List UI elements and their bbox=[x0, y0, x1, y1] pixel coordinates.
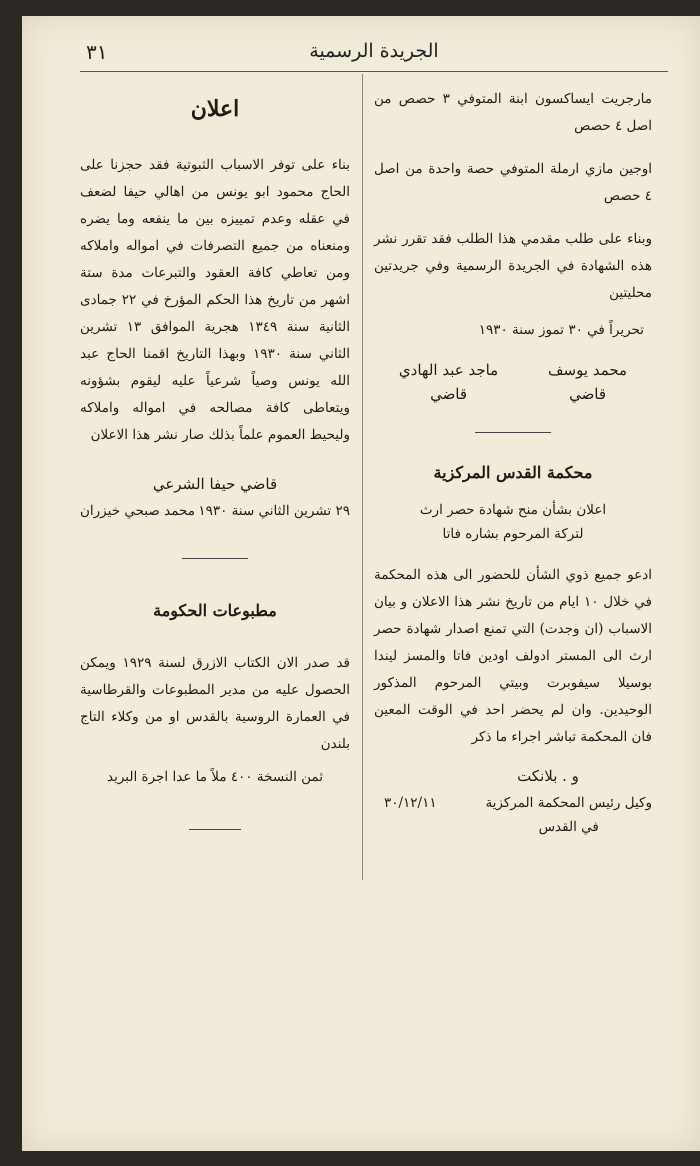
announcement-date: ٢٩ تشرين الثاني سنة ١٩٣٠ bbox=[198, 503, 350, 519]
heir-entry: اوجين مازي ارملة المتوفي حصة واحدة من اصل ٤ حصص bbox=[374, 161, 652, 204]
signatory bbox=[399, 358, 498, 406]
signatory bbox=[548, 358, 627, 406]
signatory-title: قاضي bbox=[430, 385, 468, 403]
signer-name: محمد صبحي خيزران bbox=[80, 503, 195, 519]
publications-body: قد صدر الان الكتاب الازرق لسنة ١٩٢٩ ويمكن الحصول عليه من مدير المطبوعات والقرطاسية في العمارة الروسية بالقدس او من وكلاء التاج بلندن bbox=[80, 655, 350, 752]
publications-title: مطبوعات الحكومة bbox=[153, 601, 277, 620]
announcement-title: اعلان bbox=[190, 96, 240, 122]
left-column bbox=[80, 86, 350, 830]
signer-location: في القدس bbox=[538, 819, 599, 835]
signer-title: وكيل رئيس المحكمة المركزية bbox=[485, 795, 652, 811]
signatories bbox=[374, 358, 652, 406]
section-separator bbox=[475, 432, 551, 433]
notice-subject: اعلان بشأن منح شهادة حصر ارث bbox=[419, 502, 607, 518]
notice-body: ادعو جميع ذوي الشأن للحضور الى هذه المحكمة في خلال ١٠ ايام من تاريخ نشر هذا الاعلان و بيان الاسباب (ان وجدت) التي تمنع اصدار شهادة حصر ارث الى المستر ادولف اودين فاتا والمسز ليندا بوسيلا سيفوبرت وبيتي المرحوم المذكور الوحيدين. وان لم يحضر احد في الوقت المعين فان المحكمة تباشر اجراء ما ذكر bbox=[374, 567, 652, 745]
announcement-body: بناء على توفر الاسباب الثبوتية فقد حجزنا على الحاج محمود ابو يونس من اهالي حيفا لضعف في عقله وعدم تمييزه بين ما ينفعه وما يضره ومنعناه من جميع التصرفات في امواله واملاكه ومن تعاطي كافة العقود والتبرعات مدة ستة اشهر من تاريخ هذا الحكم المؤرخ في ٢٢ جمادى الثانية سنة ١٣٤٩ هجرية الموافق ١٣ تشرين الثاني سنة ١٩٣٠ وبهذا التاريخ اقمنا الحاج عبد الله يونس وصياً شرعياً عليه ليقوم بشؤونه ويتعاطى كافة مصالحه في امواله واملاكه وليحيط العموم علماً بذلك صار نشر هذا الاعلان bbox=[80, 157, 350, 443]
page-number: ٣١ bbox=[86, 40, 108, 64]
page-header bbox=[80, 30, 668, 72]
heir-entry: مارجريت ايساكسون ابنة المتوفي ٣ حصص من اصل ٤ حصص bbox=[374, 91, 652, 134]
running-title: الجريدة الرسمية bbox=[309, 40, 439, 62]
section-separator bbox=[182, 558, 248, 559]
notice-subject: لتركة المرحوم بشاره فاتا bbox=[442, 526, 584, 542]
date-line: تحريراً في ٣٠ تموز سنة ١٩٣٠ bbox=[478, 322, 644, 338]
notice-signer: و . بلانكت bbox=[517, 767, 579, 785]
request-text: وبناء على طلب مقدمي هذا الطلب فقد تقرر نشر هذه الشهادة في الجريدة الرسمية وفي جريدتين محليتين bbox=[374, 231, 652, 301]
publications-price: ثمن النسخة ٤٠٠ ملاً ما عدا اجرة البريد bbox=[107, 769, 323, 785]
section-separator bbox=[189, 829, 241, 830]
court-name: محكمة القدس المركزية bbox=[433, 463, 593, 482]
column-divider bbox=[362, 74, 363, 880]
signatory-name: ماجد عبد الهادي bbox=[398, 361, 499, 379]
signer-title-block bbox=[485, 791, 652, 839]
notice-signature-block bbox=[374, 791, 652, 839]
signatory-name: محمد يوسف bbox=[548, 361, 628, 379]
document-page bbox=[22, 16, 700, 1151]
announcement-footer bbox=[80, 498, 350, 524]
signatory-title: قاضي bbox=[569, 385, 607, 403]
header-rule bbox=[80, 71, 668, 72]
notice-date: ٣٠/١٢/١١ bbox=[384, 795, 437, 811]
right-column bbox=[374, 86, 652, 839]
signer-title: قاضي حيفا الشرعي bbox=[152, 475, 278, 493]
